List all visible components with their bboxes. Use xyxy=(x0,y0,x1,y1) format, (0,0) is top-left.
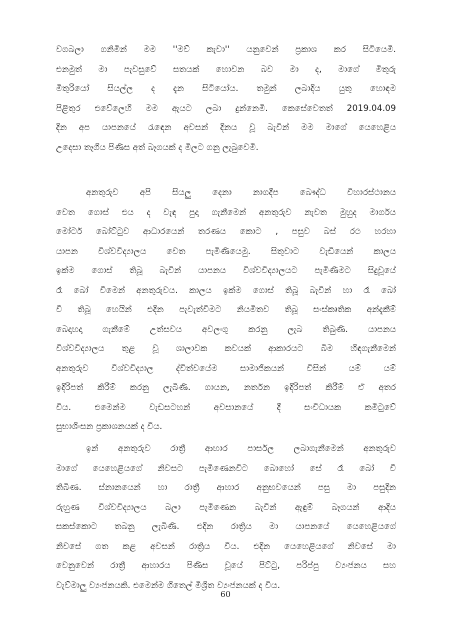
text-line: වෙනුවෙන් රාත්‍රී ආහාරය පිණිස වූයේ පිට්ටු, පරිප්පු ව්‍යංජනය සහ xyxy=(56,561,396,571)
text-line: නිවසේ ගත කළ අවසන් රාත්‍රිය විය. එදින යෙහෙළියගේ නිවසේ මා xyxy=(56,541,396,552)
text-line: ඉක්ම ගොස් තිබූ බැවින් යාපනය විශ්වවිද්‍යාලයට පැමිණීමට සිදුවූයේ xyxy=(56,266,396,276)
text-line: බෙදාහදා ගැනීමේ උත්සවය අවලංගු කරනු ලැබ තිබුණි. යාපනය xyxy=(56,324,396,335)
text-line: වගබලා ගනිමින් මම ''මව් කැවා'' යනුවෙන් ප්‍රකාශ කර සිටියෙමි. xyxy=(56,45,396,55)
page-number: 60 xyxy=(220,590,231,599)
text-line: මිතුරියෝ සියල්ල ද දැන සිටියෝය. තමුන් ලබාදිය යුතු හොඳම xyxy=(56,84,396,94)
text-line: විශ්වවිද්‍යාලය තුළ වූ ශාලාවක කවයක් ආකාරයට බිම හිඳගැනීමෙන් xyxy=(56,344,396,354)
text-line: උදෙසා තෑගිය පිණිස අත් බෑගයක් ද මිලට ගනු ලැබුවෙමි. xyxy=(56,142,259,153)
text-line: වී තිබූ හෙයින් එදින පැවැත්වීමට නියමිතව තිබූ සංස්කෘතික අන්දැකීම් xyxy=(56,305,396,315)
text-line: සුභාශිංසන ප්‍රකාශනයක් ද විය. xyxy=(56,422,163,432)
text-line: තිබිණ. ස්නානයෙන් හා රාත්‍රී ආහාර අනුභවයෙන් පසු මා පසුදින xyxy=(56,483,396,493)
text-line: ඉන් අනතුරුව රාත්‍රී ආහාර පාර්සල ලබාගැනීමෙන් අනතුරුව xyxy=(86,444,396,454)
text-line: වැව්මාලු ව්‍යංජනයකි. එමෙන්ම ගිතෙල් මිශ්‍රිත ව්‍යංජනයක් ද විය. xyxy=(56,580,281,591)
paragraph-3 xyxy=(56,440,396,596)
text-line: දින අප යාපනයේ රැඳෙන අවසන් දිනය වූ බැවින් මම මාගේ යෙහෙළිය xyxy=(56,123,396,133)
text-line: අනතුරුව විශ්වවිද්‍යාල ද්විත්වයේම සාමාජිකයන් විසින් යම් යම් xyxy=(56,363,396,374)
text-line: විය. එමෙන්ම වැඩසටහන් අවසානයේ දී සංවිධායක කමිටුවේ xyxy=(56,402,396,413)
text-line: රෑ බෝ වීමෙන් අනතුරුවය. කාලය ඉක්ම ගොස් තිබූ බැවින් හා රෑ බෝ xyxy=(56,285,396,296)
text-line: වෙත ගොස් එය ද වැඳ පුදා ගැනීමෙන් අනතුරුව නැවත මුහුද මාර්ගය xyxy=(56,207,396,218)
paragraph-1 xyxy=(56,41,396,158)
text-line: රුහුණ විශ්වවිද්‍යාලය බලා පැමිණෙන බැවින් ඇඳුම් බෑගයන් ආදිය xyxy=(56,502,396,513)
text-line: පිළිතුර එවේලෙහි මම ඇයට ලබා දුන්නෙමි. කෙසේවෙතත් 2019.04.09 xyxy=(56,103,396,114)
text-line: එනමුත් මා පැවසුවේ සතයක් හොවන බව මා ද, මාගේ මිතුරු xyxy=(56,64,396,75)
text-line: සකස්කොට තබනු ලැබිණි. එදින රාත්‍රිය මා යාපනයේ යෙහෙළියගේ xyxy=(56,522,396,532)
text-line: ඉදිරිපත් කිරීම් කරනු ලැබිණි. ගායන, නර්තන ඉදිරිපත් කිරීම් ඒ අතර xyxy=(56,383,396,393)
paragraph-2 xyxy=(56,184,396,438)
text-line: යාපන විශ්වවිද්‍යාලය වෙත පැමිණියෙමු. සිතුවාට වැඩියෙන් කාලය xyxy=(56,246,396,257)
text-line: අනතුරුව අපි සියලු දෙනා නාගදීප බෞද්ධ විහාරස්ථානය xyxy=(86,188,396,198)
text-line: මාගේ යෙහෙළියගේ නිවසට පැමිණෙනවිට බොහෝ සේ රෑ බෝ වී xyxy=(56,463,396,474)
text-line: මෝටර් බෝට්ටුව ආධාරයෙන් තරණය කොට , පසුව බස් රථ හරහා xyxy=(56,227,396,237)
